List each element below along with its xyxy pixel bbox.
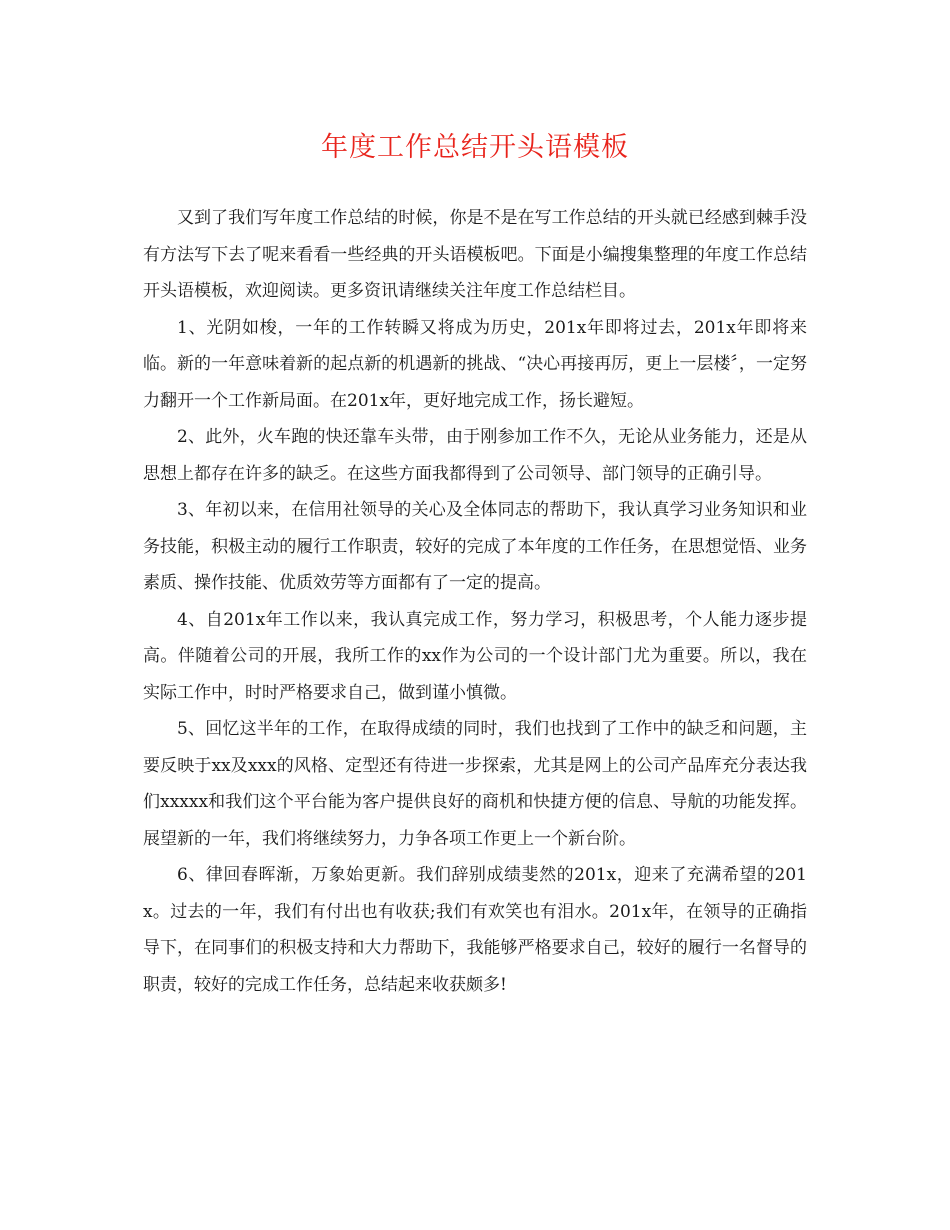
paragraph-1: 1、光阴如梭，一年的工作转瞬又将成为历史，201x年即将过去，201x年即将来临。新的一年意味着新的起点新的机遇新的挑战、“决心再接再厉，更上一层楼〞，一定努力翻开一个工作新局面。在201x年，更好地完成工作，扬长避短。 [143, 317, 807, 411]
paragraph-2: 2、此外，火车跑的快还靠车头带，由于刚参加工作不久，无论从业务能力，还是从思想上都存在许多的缺乏。在这些方面我都得到了公司领导、部门领导的正确引导。 [143, 427, 807, 484]
document-body [143, 200, 807, 1003]
paragraph-4: 4、自201x年工作以来，我认真完成工作，努力学习，积极思考，个人能力逐步提高。伴随着公司的开展，我所工作的xx作为公司的一个设计部门尤为重要。所以，我在实际工作中，时时严格要求自己，做到谨小慎微。 [143, 609, 807, 703]
document-title: 年度工作总结开头语模板 [321, 132, 629, 163]
paragraph-3: 3、年初以来，在信用社领导的关心及全体同志的帮助下，我认真学习业务知识和业务技能，积极主动的履行工作职责，较好的完成了本年度的工作任务，在思想觉悟、业务素质、操作技能、优质效劳等方面都有了一定的提高。 [143, 500, 807, 593]
intro-paragraph: 又到了我们写年度工作总结的时候，你是不是在写工作总结的开头就已经感到棘手没有方法写下去了呢来看看一些经典的开头语模板吧。下面是小编搜集整理的年度工作总结开头语模板，欢迎阅读。更多资讯请继续关注年度工作总结栏目。 [143, 208, 807, 301]
paragraph-5: 5、回忆这半年的工作，在取得成绩的同时，我们也找到了工作中的缺乏和问题，主要反映于xx及xxx的风格、定型还有待进一步探索，尤其是网上的公司产品库充分表达我们xxxxx和我们这个平台能为客户提供良好的商机和快捷方便的信息、导航的功能发挥。展望新的一年，我们将继续努力，力争各项工作更上一个新台阶。 [143, 719, 807, 849]
paragraph-6: 6、律回春晖渐，万象始更新。我们辞别成绩斐然的201x，迎来了充满希望的201x。过去的一年，我们有付出也有收获;我们有欢笑也有泪水。201x年，在领导的正确指导下，在同事们的积极支持和大力帮助下，我能够严格要求自己，较好的履行一名督导的职责，较好的完成工作任务，总结起来收获颇多! [143, 865, 807, 995]
